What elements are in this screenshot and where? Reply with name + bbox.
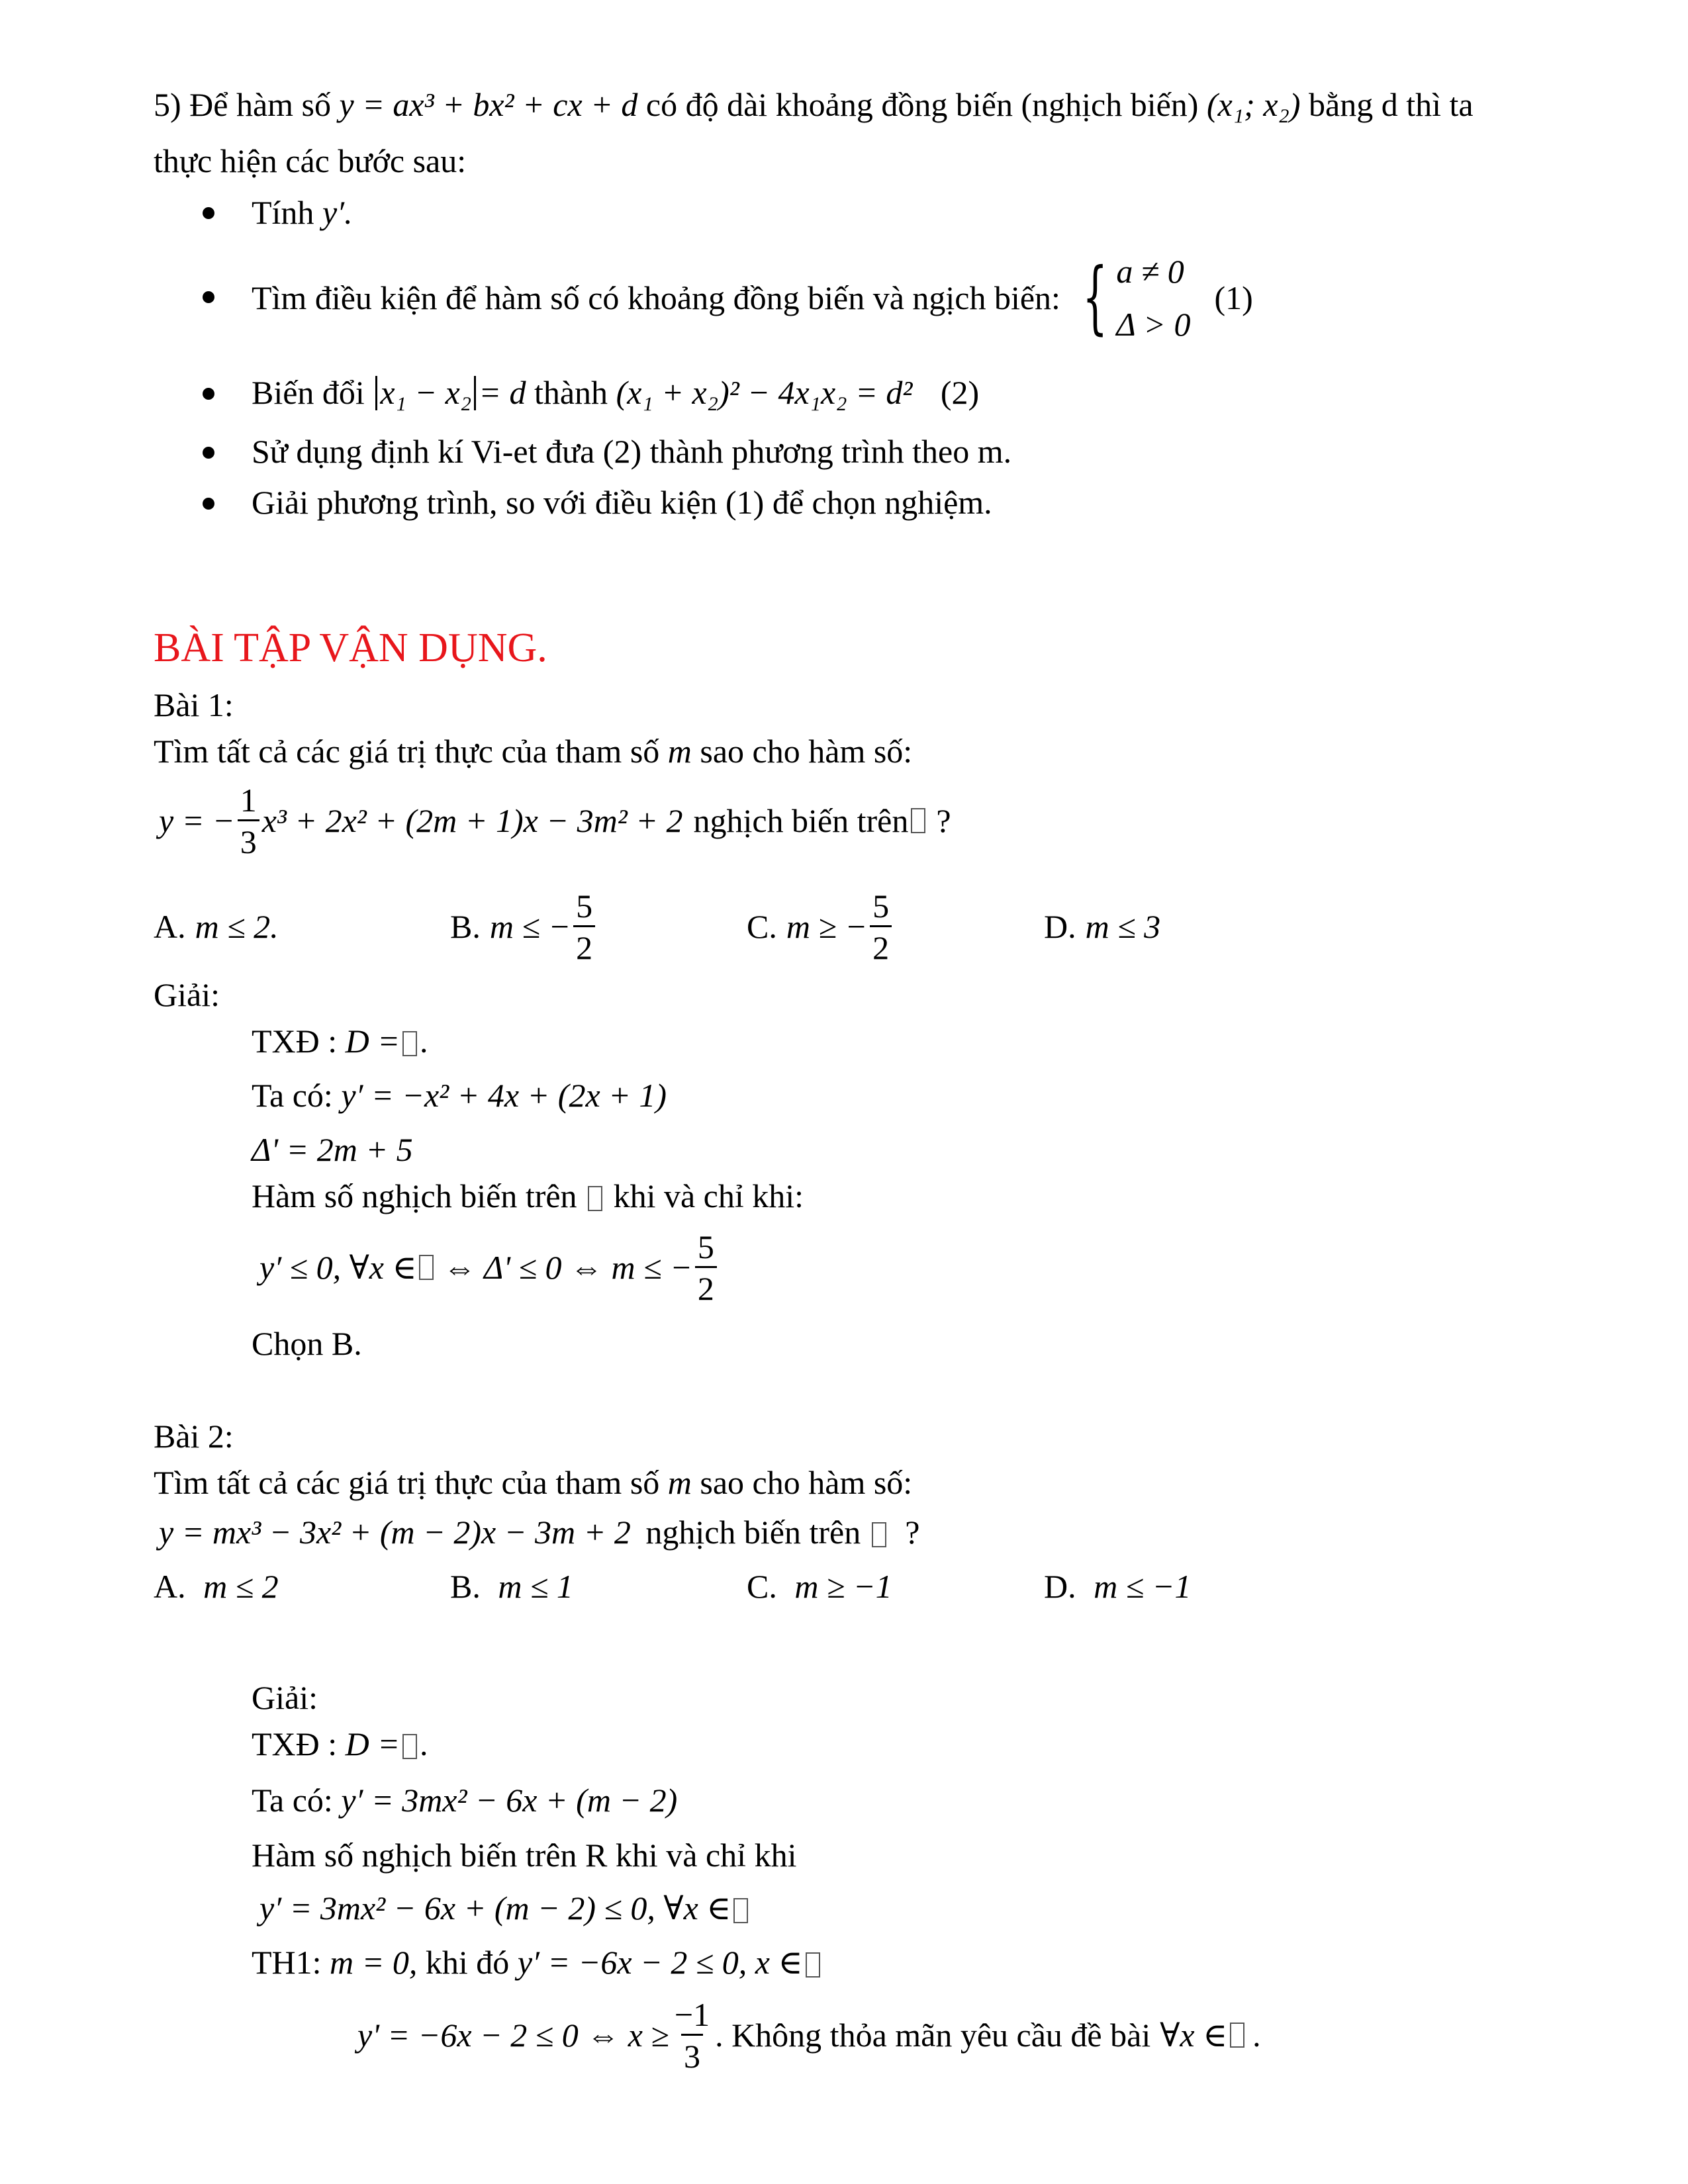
bullet-2 xyxy=(252,251,1253,344)
bai1-option-d[interactable] xyxy=(1044,887,1160,966)
th1-label: TH1: xyxy=(252,1944,322,1981)
opt-fraction xyxy=(870,889,892,964)
opt-label: A. xyxy=(154,1568,186,1605)
bai1-question xyxy=(154,735,912,768)
bai2-question-var: m xyxy=(667,1464,692,1501)
taco-label: Ta có: xyxy=(252,1782,333,1819)
cond-delta-positive: Δ > 0 xyxy=(1116,306,1191,343)
bai2-hamso: Hàm số nghịch biến trên R khi và chỉ khi xyxy=(252,1837,797,1874)
opt-label: B. xyxy=(450,1568,481,1605)
opt-value: m ≤ 2. xyxy=(195,908,279,945)
txd-label: TXĐ : xyxy=(252,1023,338,1060)
bai1-option-c[interactable] xyxy=(747,887,894,966)
cond-formula: y′ = 3mx² − 6x + (m − 2) ≤ 0, ∀x ∈ xyxy=(259,1889,731,1927)
bai1-question-var: m xyxy=(667,733,692,770)
bai2-txd xyxy=(252,1727,428,1760)
frac-den: 3 xyxy=(681,2034,703,2073)
txd-formula: D = xyxy=(345,1725,400,1762)
hs-a: Hàm số nghịch biến trên xyxy=(252,1177,577,1214)
bullet-4: Sử dụng định kí Vi-et đưa (2) thành phương trình theo m. xyxy=(252,433,1012,470)
eq1-pre: y = − xyxy=(159,802,235,839)
real-set-glyph-icon xyxy=(872,1522,886,1547)
bai2-last-line xyxy=(357,1992,1261,2078)
opt-label: D. xyxy=(1044,908,1076,945)
bullet-icon xyxy=(203,291,214,303)
bullet-icon xyxy=(203,388,214,400)
bai1-delta: Δ' = 2m + 5 xyxy=(252,1131,413,1168)
real-set-glyph-icon xyxy=(588,1186,602,1211)
opt-label: C. xyxy=(747,1568,777,1605)
opt-label: A. xyxy=(154,908,186,945)
txd-end: . xyxy=(420,1023,428,1060)
intro-p5-c: bằng d thì ta xyxy=(1309,86,1474,123)
bullet-icon xyxy=(203,498,214,510)
section-heading: BÀI TẬP VẬN DỤNG. xyxy=(154,625,547,670)
bai2-taco xyxy=(252,1784,677,1817)
intro-p5-formula: y = ax³ + bx² + cx + d xyxy=(339,86,638,123)
opt-value: m ≥ −1 xyxy=(794,1568,892,1605)
bai1-question-text: Tìm tất cả các giá trị thực của tham số xyxy=(154,733,660,770)
opt-label: D. xyxy=(1044,1568,1076,1605)
bai1-hamso xyxy=(252,1179,804,1212)
opt-value: m ≤ 1 xyxy=(498,1568,573,1605)
last-fraction xyxy=(672,1995,712,2075)
real-set-glyph-icon xyxy=(1230,2023,1244,2048)
cond-a: y′ ≤ 0, ∀x ∈ xyxy=(259,1249,417,1286)
bai2-option-b[interactable] xyxy=(450,1570,573,1603)
eq1-text: nghịch biến trên xyxy=(693,802,909,839)
last-end: . xyxy=(1252,2017,1261,2054)
bai1-giai: Giải: xyxy=(154,976,220,1013)
eq1-fraction xyxy=(238,781,259,860)
opt-value: m ≤ −1 xyxy=(1094,1568,1192,1605)
bai2-question-end: sao cho hàm số: xyxy=(700,1464,913,1501)
eq1-post: x³ + 2x² + (2m + 1)x − 3m² + 2 xyxy=(261,802,683,839)
intro-p5-interval: (x₁; x₂) xyxy=(1206,86,1301,123)
eq2-formula: y = mx³ − 3x² + (m − 2)x − 3m + 2 xyxy=(159,1514,631,1551)
last-c: ∀x ∈ xyxy=(1160,2017,1228,2054)
opt-value: m ≥ − xyxy=(786,908,868,945)
th1-khi: khi đó xyxy=(425,1944,510,1981)
intro-line-2: thực hiện các bước sau: xyxy=(154,142,467,179)
bai2-option-c[interactable] xyxy=(747,1570,892,1603)
frac-den: 2 xyxy=(573,925,595,964)
intro-p5-a: 5) Để hàm số xyxy=(154,86,331,123)
eq2-text: nghịch biến trên xyxy=(645,1514,861,1551)
real-set-glyph-icon xyxy=(806,1952,820,1978)
bullet-3 xyxy=(252,376,979,410)
cond-b: ⇔ Δ' ≤ 0 ⇔ m ≤ − xyxy=(443,1249,692,1286)
opt-label: C. xyxy=(747,908,777,945)
bai1-question-end: sao cho hàm số: xyxy=(700,733,913,770)
opt-value: m ≤ 3 xyxy=(1085,908,1161,945)
bullet-3-eq-d: = d xyxy=(479,374,526,411)
cond-fraction xyxy=(695,1230,717,1305)
cond-a-nonzero: a ≠ 0 xyxy=(1116,253,1184,290)
th1-m: m = 0, xyxy=(330,1944,418,1981)
taco-formula: y′ = −x² + 4x + (2x + 1) xyxy=(341,1077,667,1114)
bullet-3-abs: x₁ − x₂ xyxy=(380,374,472,411)
frac-den: 2 xyxy=(870,925,892,964)
abs-bar-left xyxy=(375,376,377,410)
bai2-giai: Giải: xyxy=(252,1679,318,1716)
bai2-condition xyxy=(259,1891,751,1925)
bullet-1-text: Tính xyxy=(252,194,314,231)
bai1-equation xyxy=(159,781,951,860)
tag-2: (2) xyxy=(940,374,980,411)
tag-1: (1) xyxy=(1214,279,1253,316)
bullet-1 xyxy=(252,196,353,229)
real-set-glyph-icon xyxy=(911,808,925,833)
bullet-3-formula: (x₁ + x₂)² − 4x₁x₂ = d² xyxy=(616,374,913,411)
eq1-q: ? xyxy=(936,802,951,839)
bai1-option-b[interactable] xyxy=(450,887,598,966)
bai2-th1 xyxy=(252,1946,823,1979)
bai2-option-d[interactable] xyxy=(1044,1570,1191,1603)
bullet-2-text: Tìm điều kiện để hàm số có khoảng đồng biến và ngịch biến: xyxy=(252,279,1060,316)
opt-fraction xyxy=(573,889,595,964)
hs-b: khi và chỉ khi: xyxy=(613,1177,804,1214)
bai1-chon: Chọn B. xyxy=(252,1325,362,1362)
bai1-taco xyxy=(252,1079,667,1112)
taco-formula: y′ = 3mx² − 6x + (m − 2) xyxy=(341,1782,678,1819)
intro-line-1 xyxy=(154,88,1474,121)
opt-value: m ≤ − xyxy=(489,908,571,945)
bai2-question xyxy=(154,1466,912,1499)
real-set-glyph-icon xyxy=(402,1734,417,1759)
real-set-glyph-icon xyxy=(733,1898,748,1923)
last-a: y' = −6x − 2 ≤ 0 ⇔ x ≥ xyxy=(357,2017,669,2054)
bai2-title: Bài 2: xyxy=(154,1418,234,1455)
condition-system xyxy=(1070,245,1191,351)
bullet-3-text-b: thành xyxy=(534,374,608,411)
frac-num: 5 xyxy=(872,887,890,925)
bai1-option-a[interactable] xyxy=(154,887,279,966)
eq1-den: 3 xyxy=(238,819,259,858)
frac-num: 5 xyxy=(697,1228,714,1265)
bai1-title: Bài 1: xyxy=(154,686,234,723)
bai2-equation xyxy=(159,1516,919,1549)
abs-bar-right xyxy=(474,376,476,410)
txd-formula: D = xyxy=(345,1023,400,1060)
bullet-5: Giải phương trình, so với điều kiện (1) để chọn nghiệm. xyxy=(252,484,992,521)
bullet-1-formula: y′. xyxy=(322,194,353,231)
opt-label: B. xyxy=(450,908,481,945)
bullet-icon xyxy=(203,447,214,459)
bai2-option-a[interactable] xyxy=(154,1570,279,1603)
last-b: . Không thỏa mãn yêu cầu đề bài xyxy=(715,2017,1151,2054)
bai1-condition xyxy=(259,1228,720,1307)
eq2-q: ? xyxy=(905,1514,920,1551)
real-set-glyph-icon xyxy=(402,1031,417,1056)
eq1-num: 1 xyxy=(240,781,257,819)
real-set-glyph-icon xyxy=(419,1255,434,1280)
taco-label: Ta có: xyxy=(252,1077,333,1114)
bai1-txd xyxy=(252,1024,428,1058)
opt-value: m ≤ 2 xyxy=(203,1568,279,1605)
bullet-3-text-a: Biến đổi xyxy=(252,374,365,411)
frac-num: 5 xyxy=(576,887,593,925)
intro-p5-b: có độ dài khoảng đồng biến (nghịch biến) xyxy=(645,86,1199,123)
frac-den: 2 xyxy=(695,1266,717,1305)
frac-num: −1 xyxy=(674,1995,710,2033)
bai2-question-text: Tìm tất cả các giá trị thực của tham số xyxy=(154,1464,660,1501)
txd-label: TXĐ : xyxy=(252,1725,338,1762)
txd-end: . xyxy=(420,1725,428,1762)
brace-icon: { xyxy=(1082,251,1108,343)
th1-formula: y′ = −6x − 2 ≤ 0, x ∈ xyxy=(517,1944,803,1981)
bullet-icon xyxy=(203,207,214,219)
